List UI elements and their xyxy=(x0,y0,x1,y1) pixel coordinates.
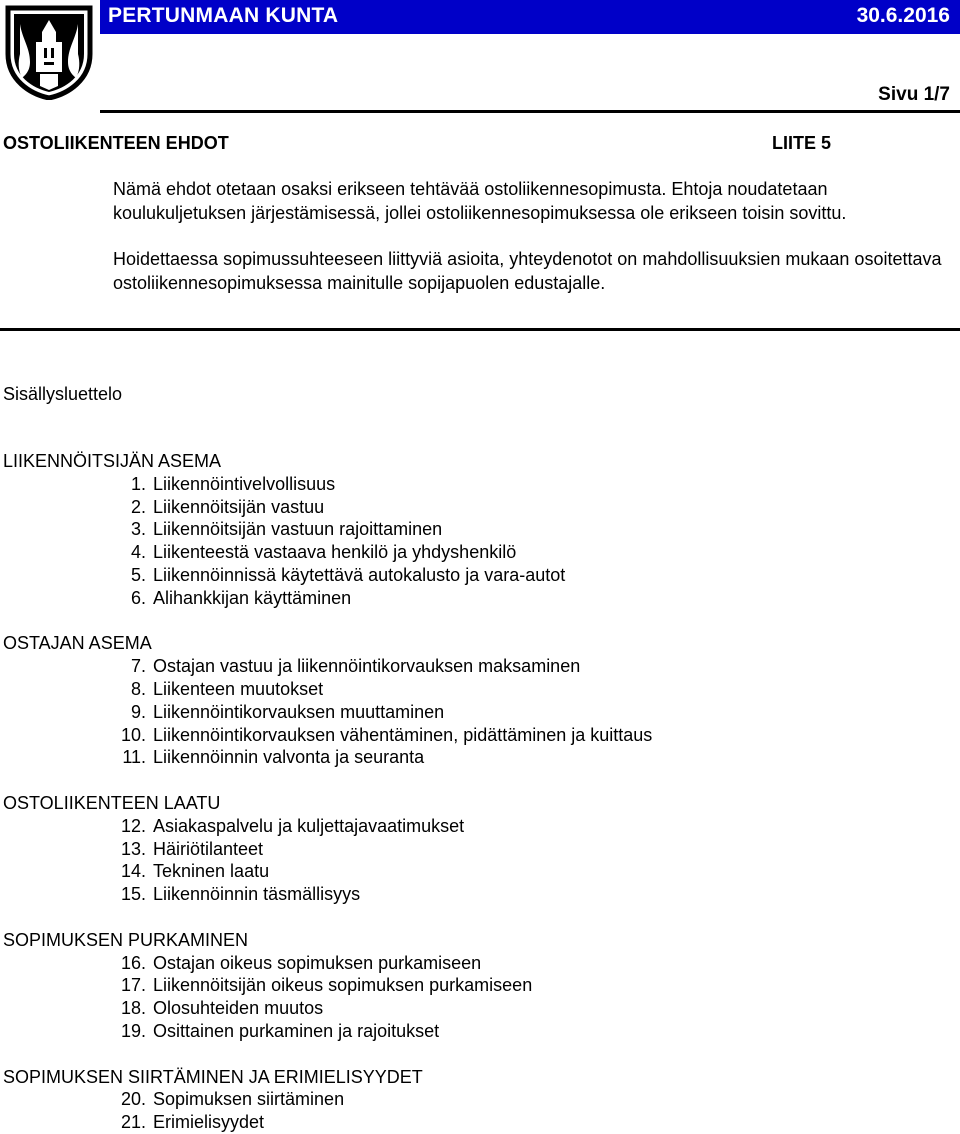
toc-item xyxy=(3,496,943,519)
toc-item xyxy=(3,1111,943,1134)
toc-item-title: Liikennöinnin täsmällisyys xyxy=(153,884,361,905)
toc-item xyxy=(3,974,943,997)
toc-item-title: Ostajan vastuu ja liikennöintikorvauksen maksaminen xyxy=(153,656,581,677)
toc-item-number: 2. xyxy=(130,496,146,517)
intro-paragraph: Hoidettaessa sopimussuhteeseen liittyviä asioita, yhteydenotot on mahdollisuuksien mukaan osoitettava ostoliikennesopimuksessa mainitulle sopijapuolen edustajalle. xyxy=(113,249,942,293)
toc-item-title: Liikennöitsijän vastuun rajoittaminen xyxy=(153,519,443,540)
page-number: Sivu 1/7 xyxy=(878,84,950,105)
toc-item-number: 20. xyxy=(120,1089,146,1110)
toc-title: Sisällysluettelo xyxy=(3,384,123,404)
toc-item-number: 11. xyxy=(122,747,146,768)
toc-item-number: 13. xyxy=(120,838,146,859)
toc-item xyxy=(3,724,943,747)
toc-item xyxy=(3,997,943,1020)
toc-item xyxy=(3,587,943,610)
section-spacer xyxy=(3,769,943,792)
toc-section-heading: OSTOLIIKENTEEN LAATU xyxy=(3,792,221,813)
toc-item xyxy=(3,564,943,587)
toc-item-title: Liikenteestä vastaava henkilö ja yhdyshenkilö xyxy=(153,542,517,563)
toc-item-title: Alihankkijan käyttäminen xyxy=(153,587,352,608)
toc-item xyxy=(3,1088,943,1111)
toc-item-title: Liikennöinnissä käytettävä autokalusto ja vara-autot xyxy=(153,564,566,585)
toc-item xyxy=(3,541,943,564)
toc-item xyxy=(3,655,943,678)
toc-item-number: 7. xyxy=(130,656,146,677)
toc-item-number: 14. xyxy=(120,861,146,882)
document-title: OSTOLIIKENTEEN EHDOT xyxy=(3,133,229,153)
toc-item-title: Olosuhteiden muutos xyxy=(153,998,324,1019)
toc-item-number: 15. xyxy=(120,884,146,905)
toc-item-title: Liikennöitsijän vastuu xyxy=(153,496,325,517)
toc-item-number: 4. xyxy=(130,542,146,563)
toc-item-title: Tekninen laatu xyxy=(153,861,270,882)
toc-item-number: 10. xyxy=(120,724,146,745)
toc-item xyxy=(3,952,943,975)
toc-item-title: Liikennöintivelvollisuus xyxy=(153,473,336,494)
toc-item-number: 19. xyxy=(120,1020,146,1041)
intro-paragraph: Nämä ehdot otetaan osaksi erikseen tehtävää ostoliikennesopimusta. Ehtoja noudatetaan koulukuljetuksen järjestämisessä, jollei ostoliikennesopimuksessa ole erikseen toisin sovittu. xyxy=(113,179,847,223)
document-date: 30.6.2016 xyxy=(856,4,950,27)
toc-item xyxy=(3,746,943,769)
toc-item xyxy=(3,678,943,701)
section-spacer xyxy=(3,610,943,633)
toc-item-number: 1. xyxy=(130,473,146,494)
toc-item xyxy=(3,883,943,906)
toc-item xyxy=(3,815,943,838)
toc-item-title: Häiriötilanteet xyxy=(153,838,264,859)
toc-item-title: Liikenteen muutokset xyxy=(153,678,324,699)
toc-item-number: 8. xyxy=(130,678,146,699)
toc-item-number: 17. xyxy=(120,975,146,996)
toc-item-number: 6. xyxy=(130,587,146,608)
toc-section-heading: OSTAJAN ASEMA xyxy=(3,633,152,654)
toc-item-title: Sopimuksen siirtäminen xyxy=(153,1089,345,1110)
appendix-label: LIITE 5 xyxy=(772,133,832,153)
toc-item xyxy=(3,473,943,496)
toc-item xyxy=(3,860,943,883)
toc-item-title: Ostajan oikeus sopimuksen purkamiseen xyxy=(153,952,482,973)
toc-item-title: Liikennöitsijän oikeus sopimuksen purkamiseen xyxy=(153,975,533,996)
toc-item-number: 21. xyxy=(120,1112,146,1133)
toc-item xyxy=(3,838,943,861)
table-of-contents xyxy=(3,450,943,1134)
toc-item xyxy=(3,518,943,541)
toc-item xyxy=(3,701,943,724)
header-divider xyxy=(100,110,960,113)
toc-item-number: 3. xyxy=(130,519,146,540)
org-name: PERTUNMAAN KUNTA xyxy=(108,4,339,27)
municipal-coat-of-arms-icon xyxy=(0,2,98,100)
toc-item-number: 5. xyxy=(130,564,146,585)
toc-item-title: Liikennöintikorvauksen muuttaminen xyxy=(153,701,445,722)
toc-item xyxy=(3,1020,943,1043)
toc-item-number: 12. xyxy=(120,815,146,836)
toc-item-title: Asiakaspalvelu ja kuljettajavaatimukset xyxy=(153,815,465,836)
toc-item-title: Liikennöintikorvauksen vähentäminen, pidättäminen ja kuittaus xyxy=(153,724,653,745)
toc-item-number: 18. xyxy=(120,998,146,1019)
section-spacer xyxy=(3,1043,943,1066)
toc-item-title: Erimielisyydet xyxy=(153,1112,265,1133)
toc-section-heading: SOPIMUKSEN SIIRTÄMINEN JA ERIMIELISYYDET xyxy=(3,1066,423,1087)
section-spacer xyxy=(3,906,943,929)
toc-item-title: Liikennöinnin valvonta ja seuranta xyxy=(153,747,425,768)
toc-item-number: 16. xyxy=(120,952,146,973)
toc-section-heading: LIIKENNÖITSIJÄN ASEMA xyxy=(3,451,222,471)
toc-item-number: 9. xyxy=(130,701,146,722)
section-divider xyxy=(0,328,960,331)
toc-section-heading: SOPIMUKSEN PURKAMINEN xyxy=(3,929,249,950)
toc-item-title: Osittainen purkaminen ja rajoitukset xyxy=(153,1020,440,1041)
